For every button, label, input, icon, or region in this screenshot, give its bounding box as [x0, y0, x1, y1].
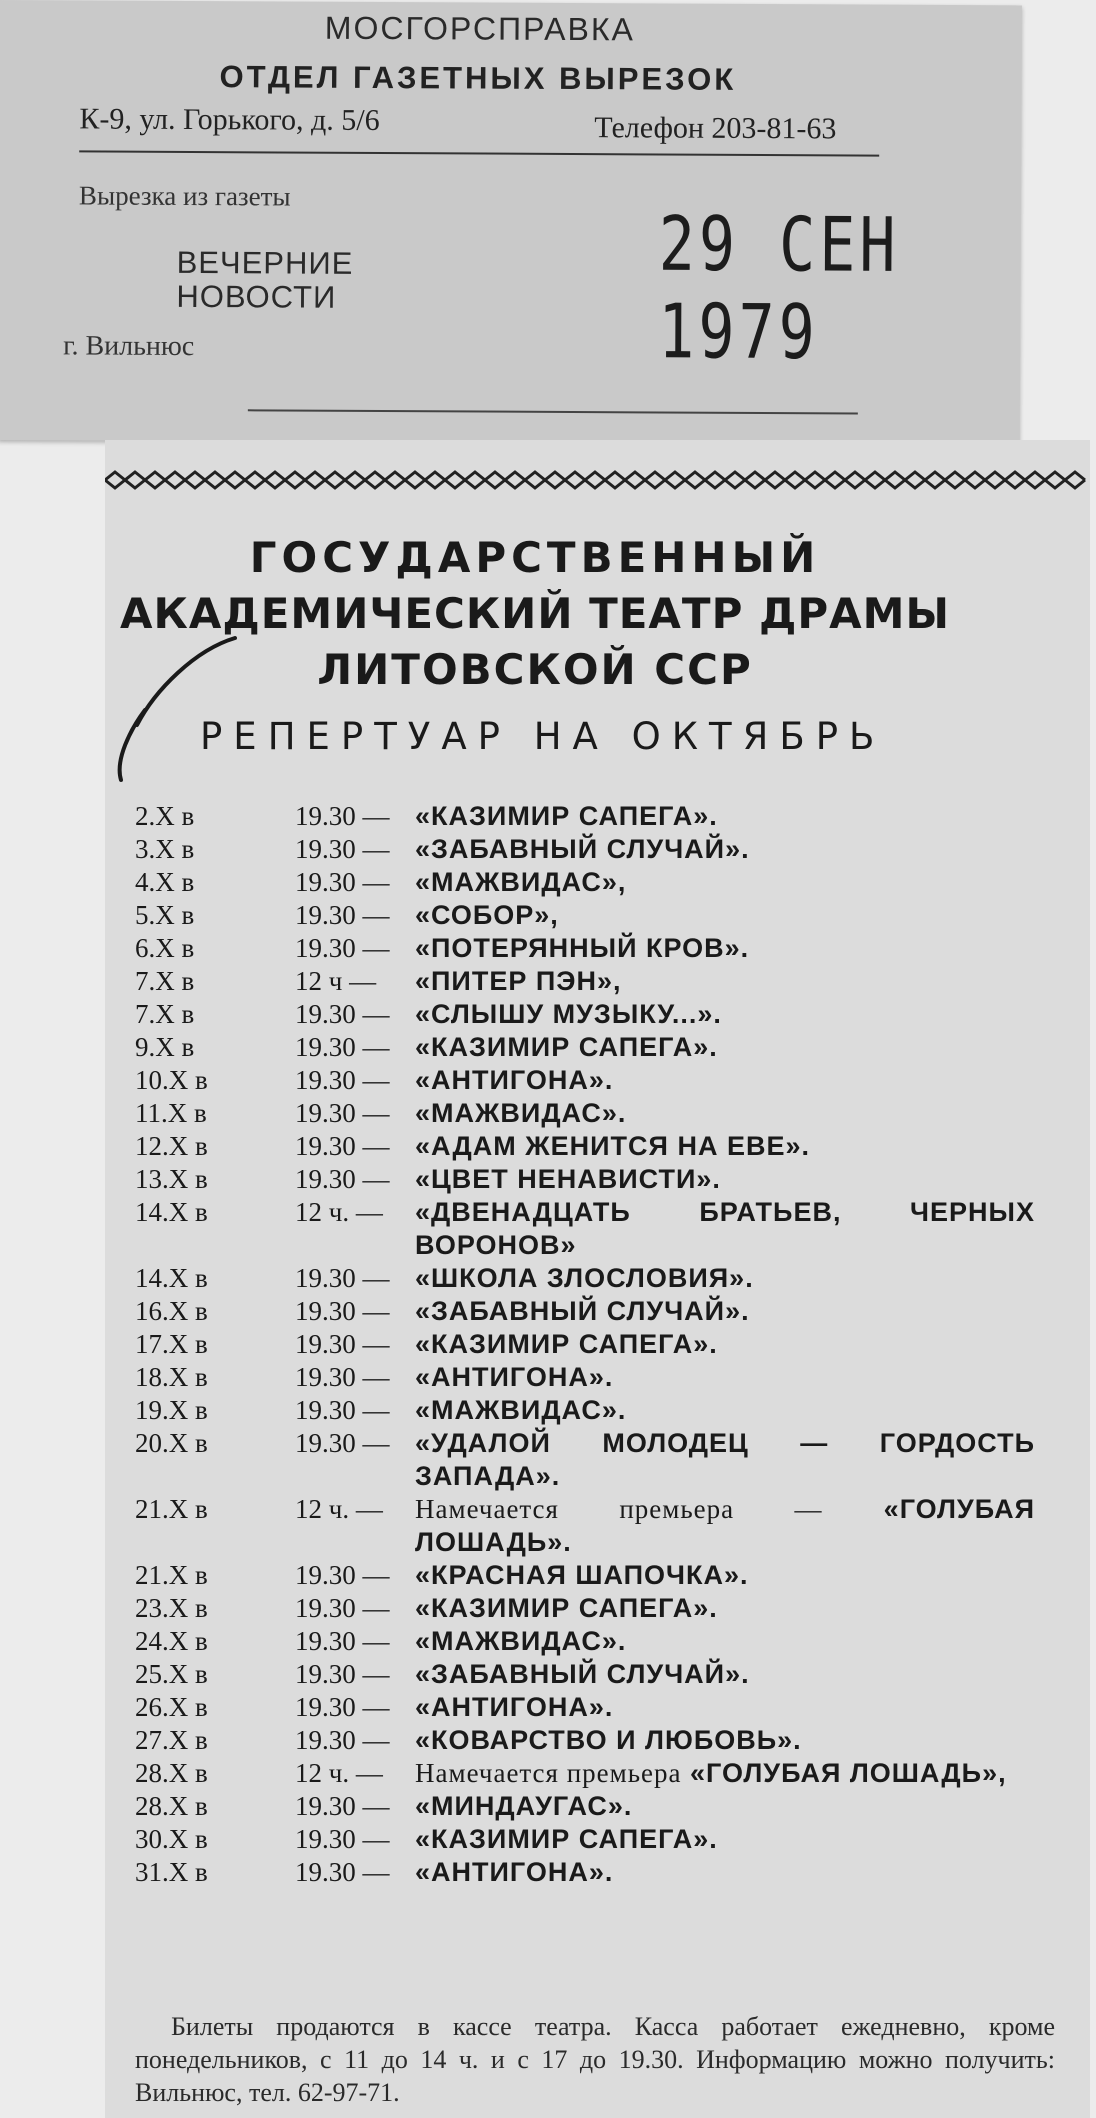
performance-date: 16.X в — [135, 1296, 208, 1326]
theatre-name-line1: ГОСУДАРСТВЕННЫЙ — [249, 533, 821, 582]
clip-label: Вырезка из газеты — [78, 180, 291, 212]
repertoire-row — [135, 1658, 1055, 1691]
performance-time: 19.30 — — [295, 1395, 390, 1425]
performance-date: 17.X в — [135, 1329, 208, 1359]
performance-date: 28.X в — [135, 1791, 208, 1821]
performance-title: «КАЗИМИР САПЕГА». — [415, 1032, 718, 1062]
performance-date: 28.X в — [135, 1758, 208, 1788]
repertoire-row — [135, 1361, 1055, 1394]
performance-date: 7.X в — [135, 966, 195, 996]
performance-time: 19.30 — — [295, 1131, 390, 1161]
performance-date: 10.X в — [135, 1065, 208, 1095]
repertoire-row — [135, 1691, 1055, 1724]
repertoire-row — [135, 1295, 1055, 1328]
performance-time: 19.30 — — [295, 1791, 390, 1821]
performance-time: 19.30 — — [295, 1065, 390, 1095]
performance-date: 30.X в — [135, 1824, 208, 1854]
performance-title: «СОБОР», — [415, 900, 559, 930]
performance-title: «МИНДАУГАС». — [415, 1791, 633, 1821]
performance-date: 26.X в — [135, 1692, 208, 1722]
performance-time: 19.30 — — [295, 999, 390, 1029]
performance-time: 19.30 — — [295, 1296, 390, 1326]
repertoire-row — [135, 899, 1055, 932]
performance-title: «ПИТЕР ПЭН», — [415, 966, 622, 996]
performance-title: «АДАМ ЖЕНИТСЯ НА ЕВЕ». — [415, 1131, 810, 1161]
performance-time: 19.30 — — [295, 1692, 390, 1722]
performance-title: «УДАЛОЙ МОЛОДЕЦ — ГОРДОСТЬ ЗАПАДА». — [415, 1428, 1035, 1491]
performance-time: 19.30 — — [295, 1626, 390, 1656]
performance-time: 12 ч. — — [295, 1197, 383, 1227]
performance-date: 7.X в — [135, 999, 195, 1029]
performance-title: «ДВЕНАДЦАТЬ БРАТЬЕВ, ЧЕРНЫХ ВОРОНОВ» — [415, 1197, 1035, 1260]
ticket-info: Билеты продаются в кассе театра. Касса работает ежедневно, кроме понедельников, с 11 до 14 ч. и с 17 до 19.30. Информацию можно получить: Вильнюс, тел. 62-97-71. — [135, 2012, 1055, 2107]
repertoire-row — [135, 1625, 1055, 1658]
performance-title: «КАЗИМИР САПЕГА». — [415, 1329, 718, 1359]
performance-date: 14.X в — [135, 1197, 208, 1227]
newspaper-name — [176, 246, 353, 315]
repertoire-row — [135, 1163, 1055, 1196]
performance-time: 19.30 — — [295, 1032, 390, 1062]
performance-title: «КАЗИМИР САПЕГА». — [415, 1593, 718, 1623]
performance-date: 4.X в — [135, 867, 195, 897]
performance-time: 19.30 — — [295, 1824, 390, 1854]
city: г. Вильнюс — [63, 330, 195, 363]
theatre-name — [105, 530, 965, 698]
performance-date: 20.X в — [135, 1428, 208, 1458]
performance-title: «АНТИГОНА». — [415, 1362, 614, 1392]
performance-date: 31.X в — [135, 1857, 208, 1887]
premiere-note: Намечается премьера — — [415, 1494, 823, 1524]
department-name: ОТДЕЛ ГАЗЕТНЫХ ВЫРЕЗОК — [219, 59, 737, 97]
repertoire-row — [135, 1262, 1055, 1295]
performance-date: 23.X в — [135, 1593, 208, 1623]
performance-time: 19.30 — — [295, 1164, 390, 1194]
play-title: «ГОЛУБАЯ ЛОШАДЬ». — [415, 1494, 1035, 1557]
performance-title: «ЦВЕТ НЕНАВИСТИ». — [415, 1164, 721, 1194]
repertoire-row — [135, 1394, 1055, 1427]
zigzag-border — [105, 470, 1090, 490]
play-title: «ГОЛУБАЯ ЛОШАДЬ», — [690, 1758, 1007, 1788]
date-stamp: 29 СЕН 1979 — [658, 200, 900, 377]
performance-time: 19.30 — — [295, 1593, 390, 1623]
performance-time: 19.30 — — [295, 1428, 390, 1458]
performance-time: 12 ч. — — [295, 1494, 383, 1524]
repertoire-row — [135, 1823, 1055, 1856]
repertoire-row — [135, 1097, 1055, 1130]
performance-date: 2.X в — [135, 801, 195, 831]
newspaper-name-line2: НОВОСТИ — [176, 278, 337, 315]
repertoire-row — [135, 1592, 1055, 1625]
newspaper-clipping — [105, 440, 1090, 2118]
performance-date: 6.X в — [135, 933, 195, 963]
repertoire-row — [135, 1559, 1055, 1592]
performance-title: «МАЖВИДАС», — [415, 867, 627, 897]
performance-time: 19.30 — — [295, 834, 390, 864]
performance-title: «КРАСНАЯ ШАПОЧКА». — [415, 1560, 749, 1590]
address: К-9, ул. Горького, д. 5/6 — [79, 102, 380, 137]
repertoire-row — [135, 866, 1055, 899]
repertoire-row — [135, 1757, 1055, 1790]
performance-title: «КОВАРСТВО И ЛЮБОВЬ». — [415, 1725, 802, 1755]
org-name: МОСГОРСПРАВКА — [324, 9, 635, 48]
performance-date: 3.X в — [135, 834, 195, 864]
clipping-service-slip — [0, 0, 1022, 445]
performance-title: «МАЖВИДАС». — [415, 1395, 627, 1425]
theatre-name-line3: ЛИТОВСКОЙ ССР — [317, 645, 753, 694]
performance-title: «МАЖВИДАС». — [415, 1626, 627, 1656]
performance-date: 21.X в — [135, 1494, 208, 1524]
repertoire-row — [135, 1196, 1055, 1262]
performance-time: 19.30 — — [295, 1560, 390, 1590]
performance-title: «СЛЫШУ МУЗЫКУ...». — [415, 999, 722, 1029]
performance-date: 9.X в — [135, 1032, 195, 1062]
repertoire-row — [135, 1856, 1055, 1889]
performance-date: 24.X в — [135, 1626, 208, 1656]
performance-title: «ЗАБАВНЫЙ СЛУЧАЙ». — [415, 1659, 750, 1689]
performance-title: «АНТИГОНА». — [415, 1857, 614, 1887]
performance-title — [415, 1757, 1035, 1790]
performance-date: 13.X в — [135, 1164, 208, 1194]
repertoire-row — [135, 1724, 1055, 1757]
repertoire-row — [135, 998, 1055, 1031]
newspaper-name-line1: ВЕЧЕРНИЕ — [176, 244, 354, 281]
performance-title: «КАЗИМИР САПЕГА». — [415, 801, 718, 831]
performance-title: «ЗАБАВНЫЙ СЛУЧАЙ». — [415, 834, 750, 864]
theatre-name-line2: АКАДЕМИЧЕСКИЙ ТЕАТР ДРАМЫ — [120, 589, 950, 638]
divider — [248, 409, 858, 414]
performance-date: 27.X в — [135, 1725, 208, 1755]
repertoire-row — [135, 1064, 1055, 1097]
repertoire-row — [135, 932, 1055, 965]
performance-date: 5.X в — [135, 900, 195, 930]
performance-time: 12 ч. — — [295, 1758, 383, 1788]
repertoire-list — [135, 800, 1055, 1889]
repertoire-row — [135, 965, 1055, 998]
premiere-note: Намечается премьера — [415, 1758, 682, 1788]
performance-date: 19.X в — [135, 1395, 208, 1425]
repertoire-row — [135, 1790, 1055, 1823]
performance-time: 19.30 — — [295, 900, 390, 930]
performance-title: «АНТИГОНА». — [415, 1692, 614, 1722]
repertoire-heading: РЕПЕРТУАР НА ОКТЯБРЬ — [200, 715, 886, 758]
performance-time: 19.30 — — [295, 801, 390, 831]
repertoire-row — [135, 1031, 1055, 1064]
performance-time: 19.30 — — [295, 1263, 390, 1293]
performance-time: 19.30 — — [295, 933, 390, 963]
divider — [79, 150, 879, 156]
performance-time: 19.30 — — [295, 1659, 390, 1689]
performance-date: 21.X в — [135, 1560, 208, 1590]
performance-time: 19.30 — — [295, 1098, 390, 1128]
performance-title: «ШКОЛА ЗЛОСЛОВИЯ». — [415, 1263, 754, 1293]
performance-title: «ПОТЕРЯННЫЙ КРОВ». — [415, 933, 750, 963]
repertoire-row — [135, 1427, 1055, 1493]
performance-date: 25.X в — [135, 1659, 208, 1689]
performance-time: 19.30 — — [295, 1857, 390, 1887]
repertoire-row — [135, 1130, 1055, 1163]
performance-title: «МАЖВИДАС». — [415, 1098, 627, 1128]
performance-time: 19.30 — — [295, 867, 390, 897]
performance-time: 19.30 — — [295, 1725, 390, 1755]
performance-title — [415, 1493, 1035, 1559]
performance-time: 12 ч — — [295, 966, 377, 996]
phone: Телефон 203-81-63 — [594, 111, 837, 146]
performance-time: 19.30 — — [295, 1362, 390, 1392]
repertoire-row — [135, 833, 1055, 866]
performance-date: 11.X в — [135, 1098, 207, 1128]
performance-date: 12.X в — [135, 1131, 208, 1161]
performance-time: 19.30 — — [295, 1329, 390, 1359]
performance-date: 14.X в — [135, 1263, 208, 1293]
repertoire-row — [135, 800, 1055, 833]
performance-title: «ЗАБАВНЫЙ СЛУЧАЙ». — [415, 1296, 750, 1326]
performance-date: 18.X в — [135, 1362, 208, 1392]
repertoire-row — [135, 1493, 1055, 1559]
performance-title: «АНТИГОНА». — [415, 1065, 614, 1095]
performance-title: «КАЗИМИР САПЕГА». — [415, 1824, 718, 1854]
repertoire-row — [135, 1328, 1055, 1361]
